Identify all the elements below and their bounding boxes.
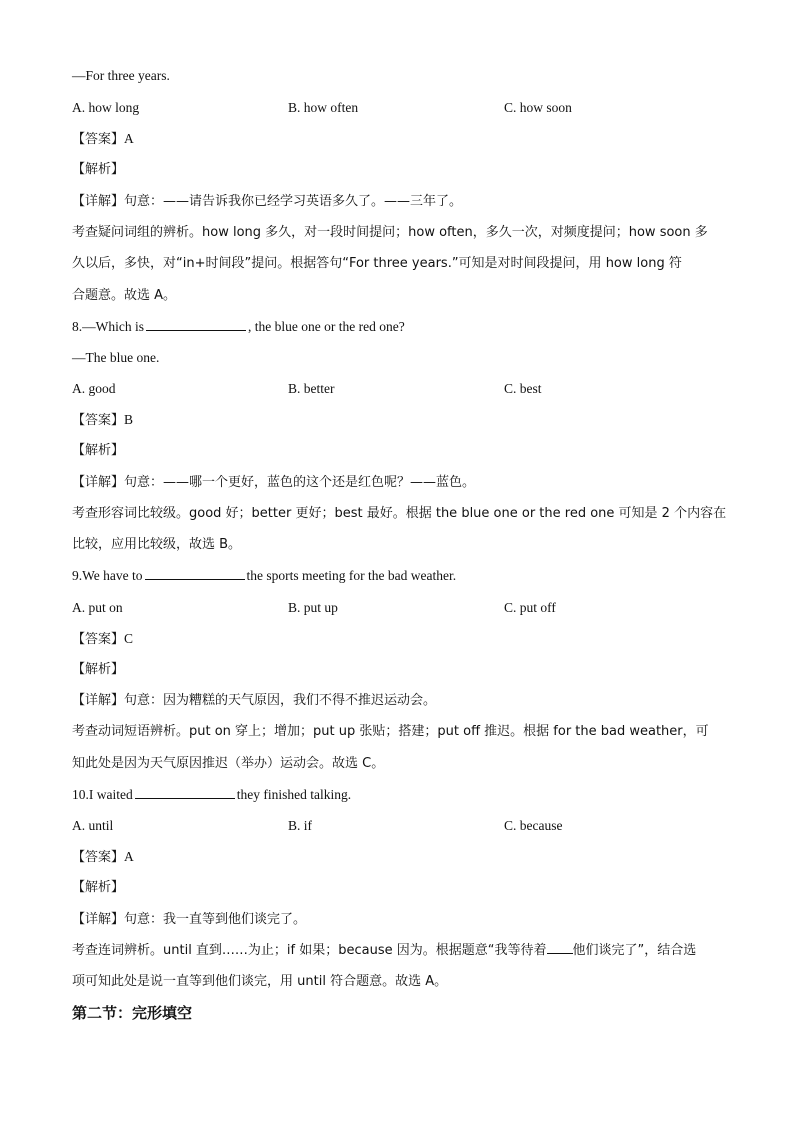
q8-stem-pre: 8.—Which is [72, 319, 144, 334]
q9-stem-pre: 9.We have to [72, 568, 143, 583]
q7-analysis-label: 【解析】 [72, 162, 125, 177]
q7-answer [72, 129, 134, 150]
q9-blank [145, 567, 245, 580]
q7-option-c: C. how soon [504, 100, 572, 115]
q7-option-b: B. how often [288, 100, 359, 115]
q9-stem [72, 566, 456, 586]
q10-answer [72, 847, 134, 868]
answer-label: 【答案】 [72, 413, 125, 428]
q8-stem-post: , the blue one or the red one? [248, 319, 405, 334]
q10-stem-post: they finished talking. [236, 787, 352, 802]
section-title: 第二节：完形填空 [72, 1004, 193, 1022]
q10-option-a: A. until [72, 818, 114, 833]
q9-option-b: B. put up [288, 600, 338, 615]
q8-explain-1: 考查形容词比较级。good 好；better 更好；best 最好。根据 the blue one or the red one 可知是 2 个内容在 [72, 506, 727, 521]
q9-detail: 【详解】句意：因为糟糕的天气原因，我们不得不推迟运动会。 [72, 693, 437, 708]
answer-label: 【答案】 [72, 632, 125, 647]
answer-value: A [124, 849, 134, 864]
q8-analysis-label: 【解析】 [72, 443, 125, 458]
q9-stem-post: the sports meeting for the bad weather. [246, 568, 457, 583]
q8-detail: 【详解】句意：——哪一个更好，蓝色的这个还是红色呢？——蓝色。 [72, 475, 476, 490]
q9-option-c: C. put off [504, 600, 556, 615]
q9-analysis-label: 【解析】 [72, 662, 125, 677]
q7-explain-1: 考查疑问词组的辨析。how long 多久，对一段时间提问；how often，多久一次，对频度提问；how soon 多 [72, 225, 708, 240]
q8-answer [72, 410, 133, 431]
q10-explain-1-pre: 考查连词辨析。until 直到……为止；if 如果；because 因为。根据题意“我等待着 [72, 943, 547, 958]
q8-stem [72, 317, 405, 337]
q9-explain-2: 知此处是因为天气原因推迟（举办）运动会。故选 C。 [72, 756, 385, 771]
q7-explain-3: 合题意。故选 A。 [72, 288, 177, 303]
q7-option-a: A. how long [72, 100, 140, 115]
q7-detail: 【详解】句意：——请告诉我你已经学习英语多久了。——三年了。 [72, 194, 463, 209]
answer-label: 【答案】 [72, 850, 125, 865]
q8-answer-line: —The blue one. [72, 350, 160, 365]
answer-value: B [124, 412, 134, 427]
q10-blank [135, 786, 235, 799]
q10-analysis-label: 【解析】 [72, 880, 125, 895]
q10-explain-1 [72, 941, 696, 961]
q9-explain-1: 考查动词短语辨析。put on 穿上；增加；put up 张贴；搭建；put off 推迟。根据 for the bad weather，可 [72, 724, 709, 739]
q10-detail: 【详解】句意：我一直等到他们谈完了。 [72, 912, 307, 927]
q7-explain-2: 久以后，多快，对“in+时间段”提问。根据答句“For three years.”可知是对时间段提问，用 how long 符 [72, 256, 682, 271]
q10-option-b: B. if [288, 818, 313, 833]
q10-stem-pre: 10.I waited [72, 787, 133, 802]
answer-label: 【答案】 [72, 132, 125, 147]
answer-value: A [124, 131, 134, 146]
q8-option-a: A. good [72, 381, 116, 396]
q10-stem [72, 785, 351, 805]
q10-explain-2: 项可知此处是说一直等到他们谈完，用 until 符合题意。故选 A。 [72, 974, 448, 989]
q9-option-a: A. put on [72, 600, 123, 615]
q8-blank [146, 318, 246, 331]
q10-option-c: C. because [504, 818, 563, 833]
q8-explain-2: 比较，应用比较级，故选 B。 [72, 537, 242, 552]
answer-value: C [124, 631, 134, 646]
q8-option-c: C. best [504, 381, 542, 396]
q10-explain-1-post: 他们谈完了”，结合选 [572, 943, 697, 958]
q9-answer [72, 629, 133, 650]
q7-answer-line: —For three years. [72, 68, 170, 83]
q10-explain-blank [547, 941, 573, 954]
q8-option-b: B. better [288, 381, 335, 396]
